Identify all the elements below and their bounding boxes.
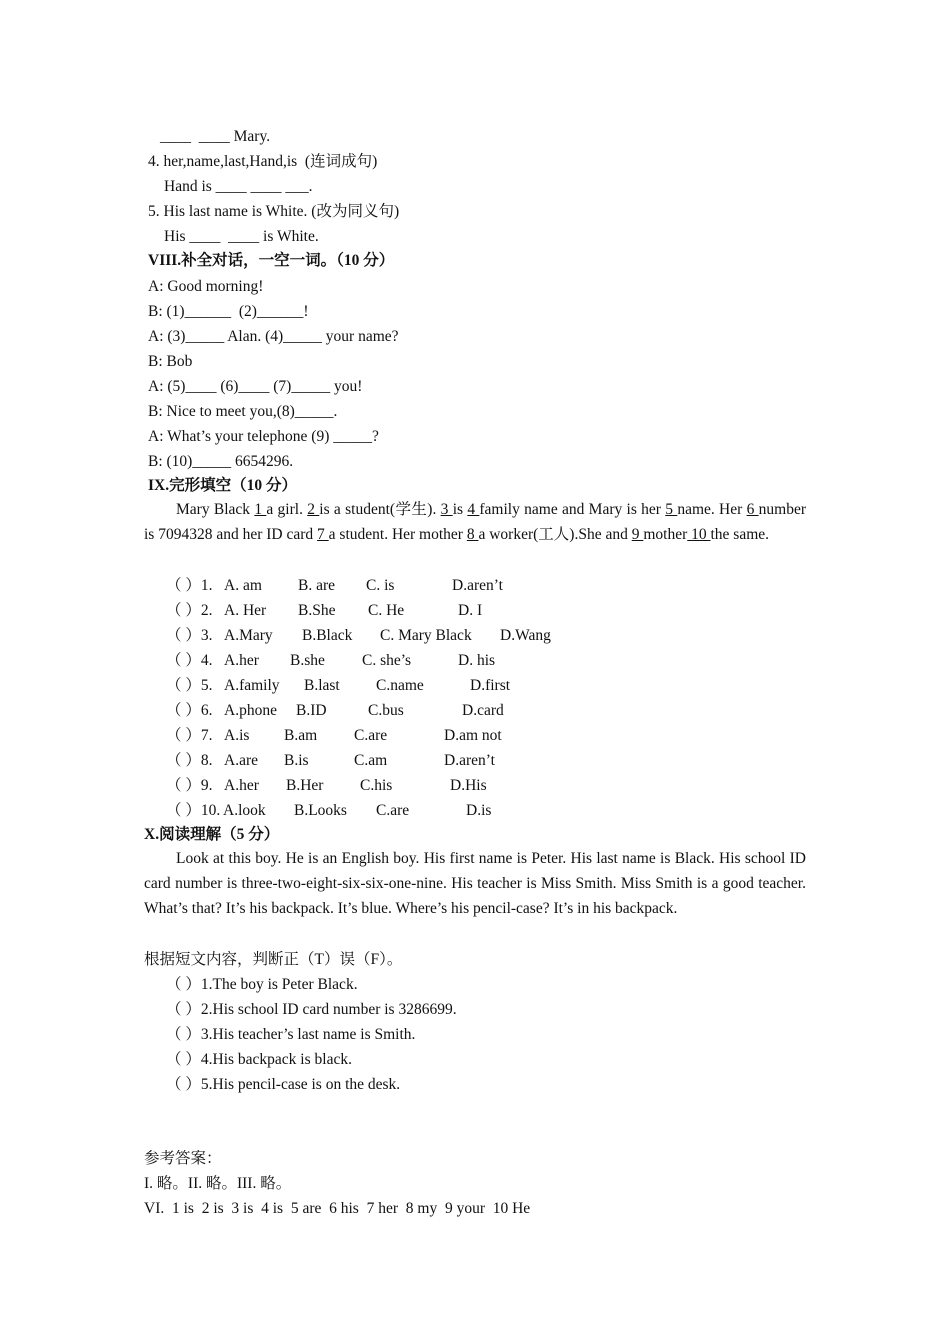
q3-answer-line: ____ ____ Mary. xyxy=(160,128,271,145)
q5-answer-line: His ____ ____ is White. xyxy=(164,228,319,245)
blank-7: 7 xyxy=(317,526,329,543)
blank-10: 10 xyxy=(687,526,711,543)
blank-6: 6 xyxy=(746,501,759,518)
dialogue-line: A: (5)____ (6)____ (7)_____ you! xyxy=(148,378,363,395)
section-x-title: X.阅读理解（5 分） xyxy=(144,826,280,843)
answer-key-line: I. 略。II. 略。III. 略。 xyxy=(144,1175,292,1192)
blank-1: 1 xyxy=(254,501,267,518)
dialogue-line: A: Good morning! xyxy=(148,278,264,295)
dialogue-line: B: (10)_____ 6654296. xyxy=(148,453,294,470)
q4-answer-line: Hand is ____ ____ ___. xyxy=(164,178,313,195)
tf-statement: （ ）3.His teacher’s last name is Smith. xyxy=(166,1026,416,1043)
dialogue-line: B: Nice to meet you,(8)_____. xyxy=(148,403,338,420)
answer-key-title: 参考答案： xyxy=(144,1150,222,1167)
q4-prompt: 4. her,name,last,Hand,is (连词成句) xyxy=(148,153,378,170)
blank-9: 9 xyxy=(631,526,644,543)
dialogue-line: B: (1)______ (2)______! xyxy=(148,303,309,320)
dialogue-line: B: Bob xyxy=(148,353,193,370)
reading-instruction: 根据短文内容，判断正（T）误（F）。 xyxy=(144,951,403,968)
worksheet-page: ____ ____ Mary. 4. her,name,last,Hand,is (连词成句) Hand is ____ ____ ___. 5. His last name is White. (改为同义句) His ____ ____ is White. VIII.补全对话，一空一词。（10 分） A: Good morning! B: (1)______ (2)______! A: (3)_____ Alan. (4)_____ your name? B: Bob A: (5)____ (6)____ (7)_____ you! B: Nice to meet you,(8)_____. A: What’s your telephone (9) _____? B: (10)_____ 6654296. IX.完形填空（10 分） Mary Black 1 a girl. 2 is a student(学生). 3 is 4 family name and Mary is her 5 name. Her 6 number is 7094328 and her ID card 7 a student. Her mother 8 a worker(工人).She and 9 mother 10 the same. （ ）1. A. am B. are C. is D.aren’t （ ）2. A. Her B.She C. He D. I （ ）3. A.Mary B.Black C. Mary Black D.Wang （ ）4. A.her B.she C. she’s D. his （ ）5. A.family B.last C.name D.first （ ）6. A.phone B.ID C.bus D.card （ ）7. A.is B.am C.are D.am not （ ）8. A.are B.is C.am D.aren’t （ ）9. A.her B.Her C.his D.His （ ）10. A.look B.Looks C.are D.is X.阅读理解（5 分） Look at this boy. He is an English boy. His first name is Peter. His last name is Black. His school ID card number is three-two-eight-six-six-one-nine. His teacher is Miss Smith. Miss Smith is a good teacher. What’s that? It’s his backpack. It’s blue. Where’s his pencil-case? It’s in his backpack. 根据短文内容，判断正（T）误（F）。 （ ）1.The boy is Peter Black. （ ）2.His school ID card number is 3286699. （ ）3.His teacher’s last name is Smith. （ ）4.His backpack is black. （ ）5.His pencil-case is on the desk. 参考答案： I. 略。II. 略。III. 略。 VI. 1 is 2 is 3 is 4 is 5 are 6 his 7 her 8 my 9 your 10 He xyxy=(144,128,806,1217)
tf-statement: （ ）2.His school ID card number is 3286699. xyxy=(166,1001,457,1018)
cloze-passage: Mary Black 1 a girl. 2 is a student(学生). 3 is 4 family name and Mary is her 5 name. Her 6 number is 7094328 and her ID card 7 a student. Her mother 8 a worker(工人).She and 9 mother 10 the same. xyxy=(144,501,806,543)
blank-8: 8 xyxy=(466,526,479,543)
section-ix-title: IX.完形填空（10 分） xyxy=(148,477,297,494)
q5-prompt: 5. His last name is White. (改为同义句) xyxy=(148,203,400,220)
tf-statement: （ ）5.His pencil-case is on the desk. xyxy=(166,1076,401,1093)
blank-5: 5 xyxy=(665,501,678,518)
tf-statement: （ ）4.His backpack is black. xyxy=(166,1051,352,1068)
dialogue-line: A: (3)_____ Alan. (4)_____ your name? xyxy=(148,328,399,345)
blank-2: 2 xyxy=(307,501,320,518)
blank-4: 4 xyxy=(467,501,480,518)
reading-passage: Look at this boy. He is an English boy. His first name is Peter. His last name is Black. His school ID card number is three-two-eight-six-six-one-nine. His teacher is Miss Smith. Miss Smith is a good teacher. What’s that? It’s his backpack. It’s blue. Where’s his pencil-case? It’s in his backpack. xyxy=(144,850,806,917)
section-viii-title: VIII.补全对话，一空一词。（10 分） xyxy=(148,252,395,269)
dialogue-line: A: What’s your telephone (9) _____? xyxy=(148,428,379,445)
answer-key-line: VI. 1 is 2 is 3 is 4 is 5 are 6 his 7 her 8 my 9 your 10 He xyxy=(144,1200,531,1217)
tf-statement: （ ）1.The boy is Peter Black. xyxy=(166,976,358,993)
blank-3: 3 xyxy=(440,501,453,518)
